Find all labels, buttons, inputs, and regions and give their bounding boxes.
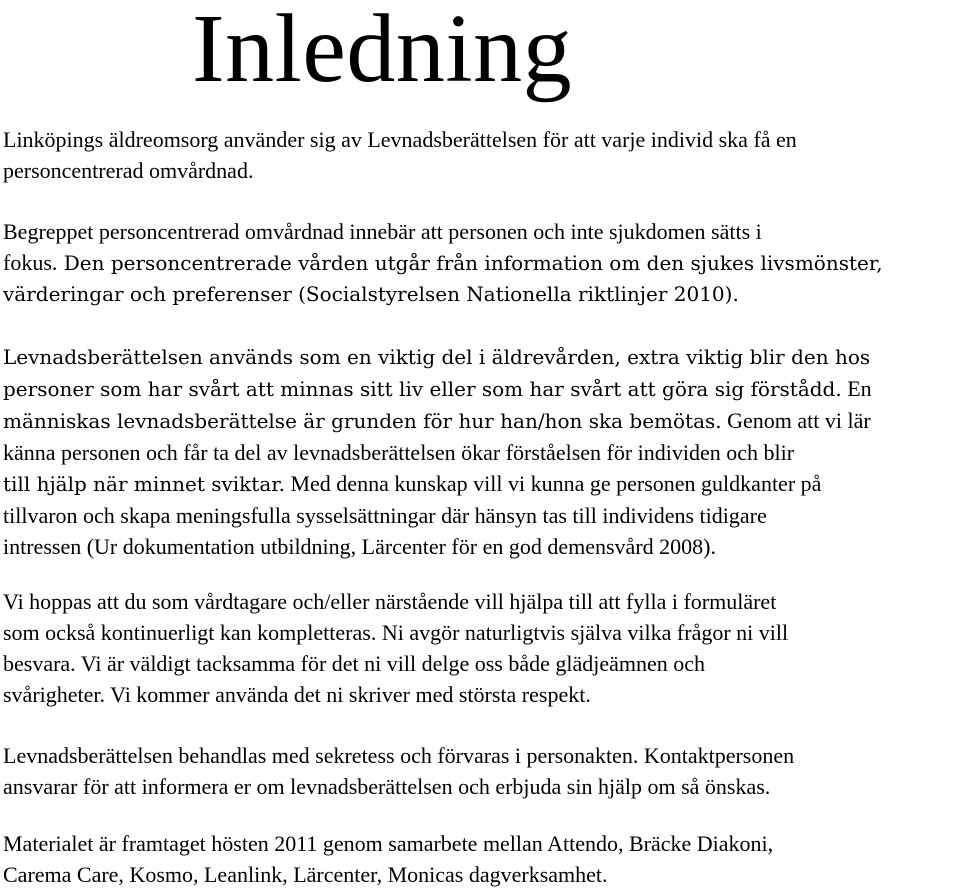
paragraph-request — [3, 586, 958, 710]
paragraph-line: Begreppet personcentrerad omvårdnad innebär att personen och inte sjukdomen sätts i — [3, 219, 762, 244]
paragraph-line: känna personen och får ta del av levnadsberättelsen ökar förståelsen för individen och blir — [3, 440, 795, 465]
text-segment: Genom att vi lär — [721, 408, 871, 433]
paragraph-line: besvara. Vi är väldigt tacksamma för det ni vill delge oss både glädjeämnen och — [3, 651, 706, 676]
text-segment: Den personcentrerade vården utgår från information om den sjukes livsmönster, — [57, 251, 883, 275]
paragraph-life-story — [3, 342, 958, 562]
paragraph-line: svårigheter. Vi kommer använda det ni skriver med största respekt. — [3, 682, 591, 707]
paragraph-line: Levnadsberättelsen behandlas med sekretess och förvaras i personakten. Kontaktpersonen — [3, 743, 795, 768]
text-segment: En — [841, 376, 872, 401]
paragraph-line — [3, 247, 958, 279]
paragraph-line — [3, 373, 958, 405]
paragraph-line: Levnadsberättelsen används som en viktig del i äldrevården, extra viktig blir den hos — [3, 345, 871, 369]
text-segment: personer som har svårt att minnas sitt liv eller som har svårt att göra sig förstådd. — [3, 377, 842, 401]
paragraph-credits — [3, 828, 958, 890]
paragraph-line — [3, 468, 958, 500]
paragraph-line: ansvarar för att informera er om levnadsberättelsen och erbjuda sin hjälp om så önskas. — [3, 774, 771, 799]
paragraph-intro — [3, 124, 958, 186]
paragraph-line: Carema Care, Kosmo, Leanlink, Lärcenter, Monicas dagverksamhet. — [3, 862, 608, 887]
page-title: Inledning — [192, 0, 573, 103]
paragraph-line: personcentrerad omvårdnad. — [3, 158, 254, 183]
paragraph-line: Linköpings äldreomsorg använder sig av Levnadsberättelsen för att varje individ ska få en — [3, 127, 797, 152]
paragraph-line: som också kontinuerligt kan kompletteras. Ni avgör naturligtvis själva vilka frågor ni vill — [3, 620, 789, 645]
text-segment: människas levnadsberättelse är grunden för hur han/hon ska bemötas. — [3, 409, 722, 433]
paragraph-line — [3, 405, 958, 437]
paragraph-confidentiality — [3, 740, 958, 802]
text-segment: till hjälp när minnet sviktar. — [3, 472, 285, 496]
paragraph-line: tillvaron och skapa meningsfulla sysselsättningar där hänsyn tas till individens tidigare — [3, 503, 767, 528]
paragraph-line: Materialet är framtaget hösten 2011 genom samarbete mellan Attendo, Bräcke Diakoni, — [3, 831, 774, 856]
text-segment: fokus. — [3, 250, 58, 275]
paragraph-line: värderingar och preferenser (Socialstyrelsen Nationella riktlinjer 2010). — [3, 282, 739, 306]
paragraph-line: intressen (Ur dokumentation utbildning, Lärcenter för en god demensvård 2008). — [3, 534, 716, 559]
paragraph-person-centered — [3, 216, 958, 310]
paragraph-line: Vi hoppas att du som vårdtagare och/eller närstående vill hjälpa till att fylla i formuläret — [3, 589, 777, 614]
text-segment: Med denna kunskap vill vi kunna ge personen guldkanter på — [284, 471, 822, 496]
